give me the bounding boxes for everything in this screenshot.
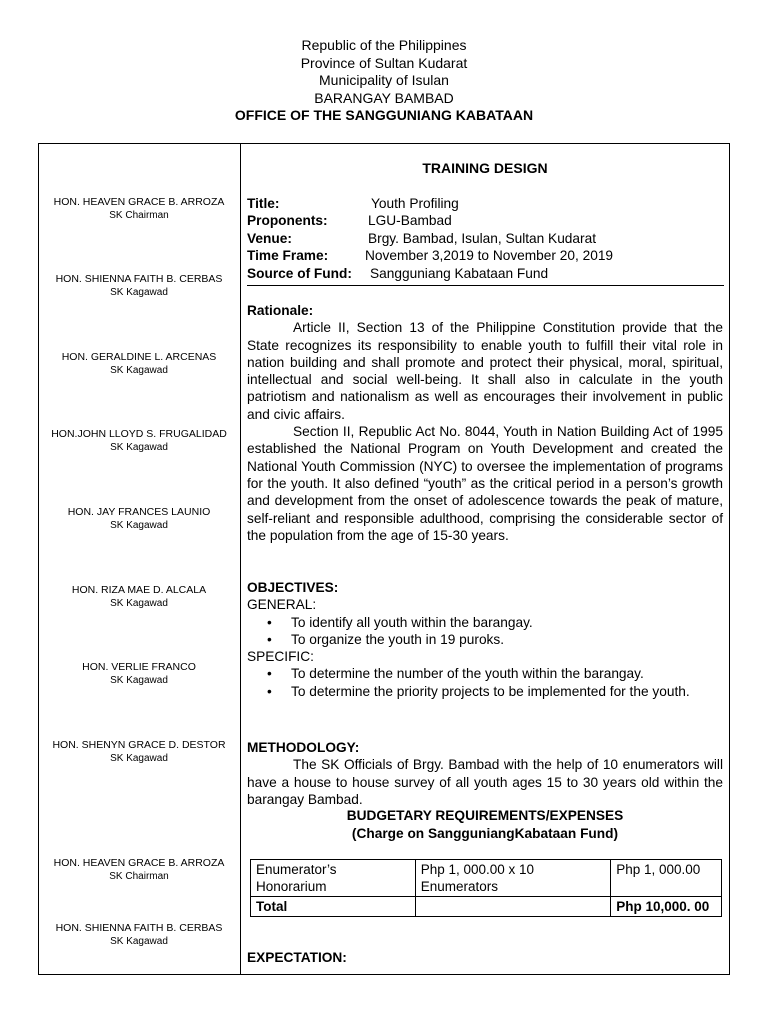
- header-municipality: Municipality of Isulan: [319, 72, 449, 88]
- venue-value: Brgy. Bambad, Isulan, Sultan Kudarat: [368, 230, 597, 246]
- header-barangay: BARANGAY BAMBAD: [314, 89, 454, 106]
- official-name: HON. HEAVEN GRACE B. ARROZA: [53, 857, 225, 869]
- list-item: • To organize the youth in 19 puroks.: [291, 631, 723, 648]
- title-label: Title:: [247, 196, 280, 211]
- fund-value: Sangguniang Kabataan Fund: [370, 265, 549, 281]
- document-header: [0, 37, 768, 125]
- official-role: SK Kagawad: [110, 365, 168, 376]
- budget-item: Total: [251, 897, 416, 917]
- list-item: • To determine the priority projects to be implemented for the youth.: [291, 683, 723, 700]
- official-entry: [40, 351, 238, 377]
- expectation-heading: EXPECTATION:: [247, 950, 347, 965]
- table-row: [251, 860, 722, 897]
- official-role: SK Kagawad: [110, 675, 168, 686]
- official-role: SK Kagawad: [110, 287, 168, 298]
- official-role: SK Kagawad: [110, 520, 168, 531]
- rationale-paragraph-1: Article II, Section 13 of the Philippine Constitution provide that the State recognizes its responsibility to enable youth to fulfill their vital role in nation building and shall promote and protect their physical, moral, spiritual, intellectual and social well-being. It shall also in calculate in the youth patriotism and nationalism as well as encourages their involvement in public and civic affairs.: [247, 320, 723, 422]
- budget-computation: Php 1, 000.00 x 10 Enumerators: [415, 860, 611, 897]
- official-entry: [40, 584, 238, 610]
- specific-objectives-list: [247, 665, 723, 700]
- table-row: [251, 897, 722, 917]
- official-role: SK Kagawad: [110, 753, 168, 764]
- design-info: [247, 195, 723, 282]
- divider-line: [247, 285, 724, 286]
- budget-subheading: (Charge on SangguniangKabataan Fund): [351, 826, 619, 841]
- proponents-value: LGU-Bambad: [368, 213, 452, 229]
- venue-label: Venue:: [247, 230, 292, 246]
- official-entry: [40, 196, 238, 222]
- official-entry: [40, 273, 238, 299]
- rationale-paragraph-2: Section II, Republic Act No. 8044, Youth in Nation Building Act of 1995 established the National Program on Youth Development and created the National Youth Commission (NYC) to oversee the implementation of programs for the youth. It also defined “youth” as the critical period in a person’s growth and development from the onset of adolescence towards the peak of mature, self-reliant and responsible adulthood, comprising the considerable sector of the population from the age of 15-30 years.: [247, 424, 723, 543]
- header-province: Province of Sultan Kudarat: [300, 54, 468, 71]
- rationale-heading: Rationale:: [247, 303, 314, 318]
- official-entry: [40, 661, 238, 687]
- budget-heading: BUDGETARY REQUIREMENTS/EXPENSES: [346, 808, 624, 823]
- official-entry: [40, 506, 238, 532]
- official-name: HON.JOHN LLOYD S. FRUGALIDAD: [51, 428, 227, 440]
- fund-label: Source of Fund:: [247, 265, 352, 281]
- header-country: Republic of the Philippines: [301, 37, 467, 53]
- list-item: • To identify all youth within the barangay.: [291, 614, 723, 631]
- official-entry: [40, 739, 238, 765]
- budget-amount: Php 10,000. 00: [611, 897, 722, 917]
- column-divider: [240, 143, 241, 975]
- official-name: HON. SHENYN GRACE D. DESTOR: [52, 739, 226, 751]
- title-value: Youth Profiling: [371, 196, 459, 211]
- official-name: HON. SHIENNA FAITH B. CERBAS: [55, 922, 223, 934]
- methodology-heading: METHODOLOGY:: [247, 740, 360, 755]
- timeframe-label: Time Frame:: [247, 248, 329, 264]
- official-role: SK Kagawad: [110, 598, 168, 609]
- objectives-heading: OBJECTIVES:: [247, 580, 339, 595]
- official-name: HON. SHIENNA FAITH B. CERBAS: [55, 273, 223, 285]
- objectives-section: [247, 579, 723, 700]
- official-name: HON. GERALDINE L. ARCENAS: [61, 351, 217, 363]
- methodology-text: The SK Officials of Brgy. Bambad with the help of 10 enumerators will have a house to house survey of all youth ages 15 to 30 years old within the barangay Bambad.: [247, 757, 723, 807]
- budget-table: [250, 859, 722, 917]
- official-role: SK Kagawad: [110, 442, 168, 453]
- budget-amount: Php 1, 000.00: [611, 860, 722, 897]
- specific-label: SPECIFIC:: [247, 649, 314, 665]
- budget-item: Enumerator’s Honorarium: [251, 860, 416, 897]
- official-name: HON. HEAVEN GRACE B. ARROZA: [53, 196, 225, 208]
- timeframe-value: November 3,2019 to November 20, 2019: [365, 248, 614, 264]
- official-role: SK Chairman: [109, 210, 169, 221]
- official-name: HON. JAY FRANCES LAUNIO: [67, 506, 211, 518]
- official-entry: [40, 857, 238, 883]
- rationale-section: [247, 302, 723, 544]
- general-objectives-list: [247, 614, 723, 649]
- list-item: • To determine the number of the youth within the barangay.: [291, 665, 723, 682]
- budget-computation: [415, 897, 611, 917]
- official-role: SK Kagawad: [110, 936, 168, 947]
- proponents-label: Proponents:: [247, 213, 328, 229]
- budget-heading-block: [247, 807, 723, 843]
- official-entry: [40, 428, 238, 454]
- official-name: HON. VERLIE FRANCO: [82, 661, 196, 673]
- official-role: SK Chairman: [109, 871, 169, 882]
- official-name: HON. RIZA MAE D. ALCALA: [71, 584, 207, 596]
- training-design-title: TRAINING DESIGN: [422, 160, 548, 176]
- methodology-section: [247, 739, 723, 808]
- official-entry: [40, 922, 238, 948]
- header-office: OFFICE OF THE SANGGUNIANG KABATAAN: [234, 107, 534, 123]
- general-label: GENERAL:: [247, 597, 317, 613]
